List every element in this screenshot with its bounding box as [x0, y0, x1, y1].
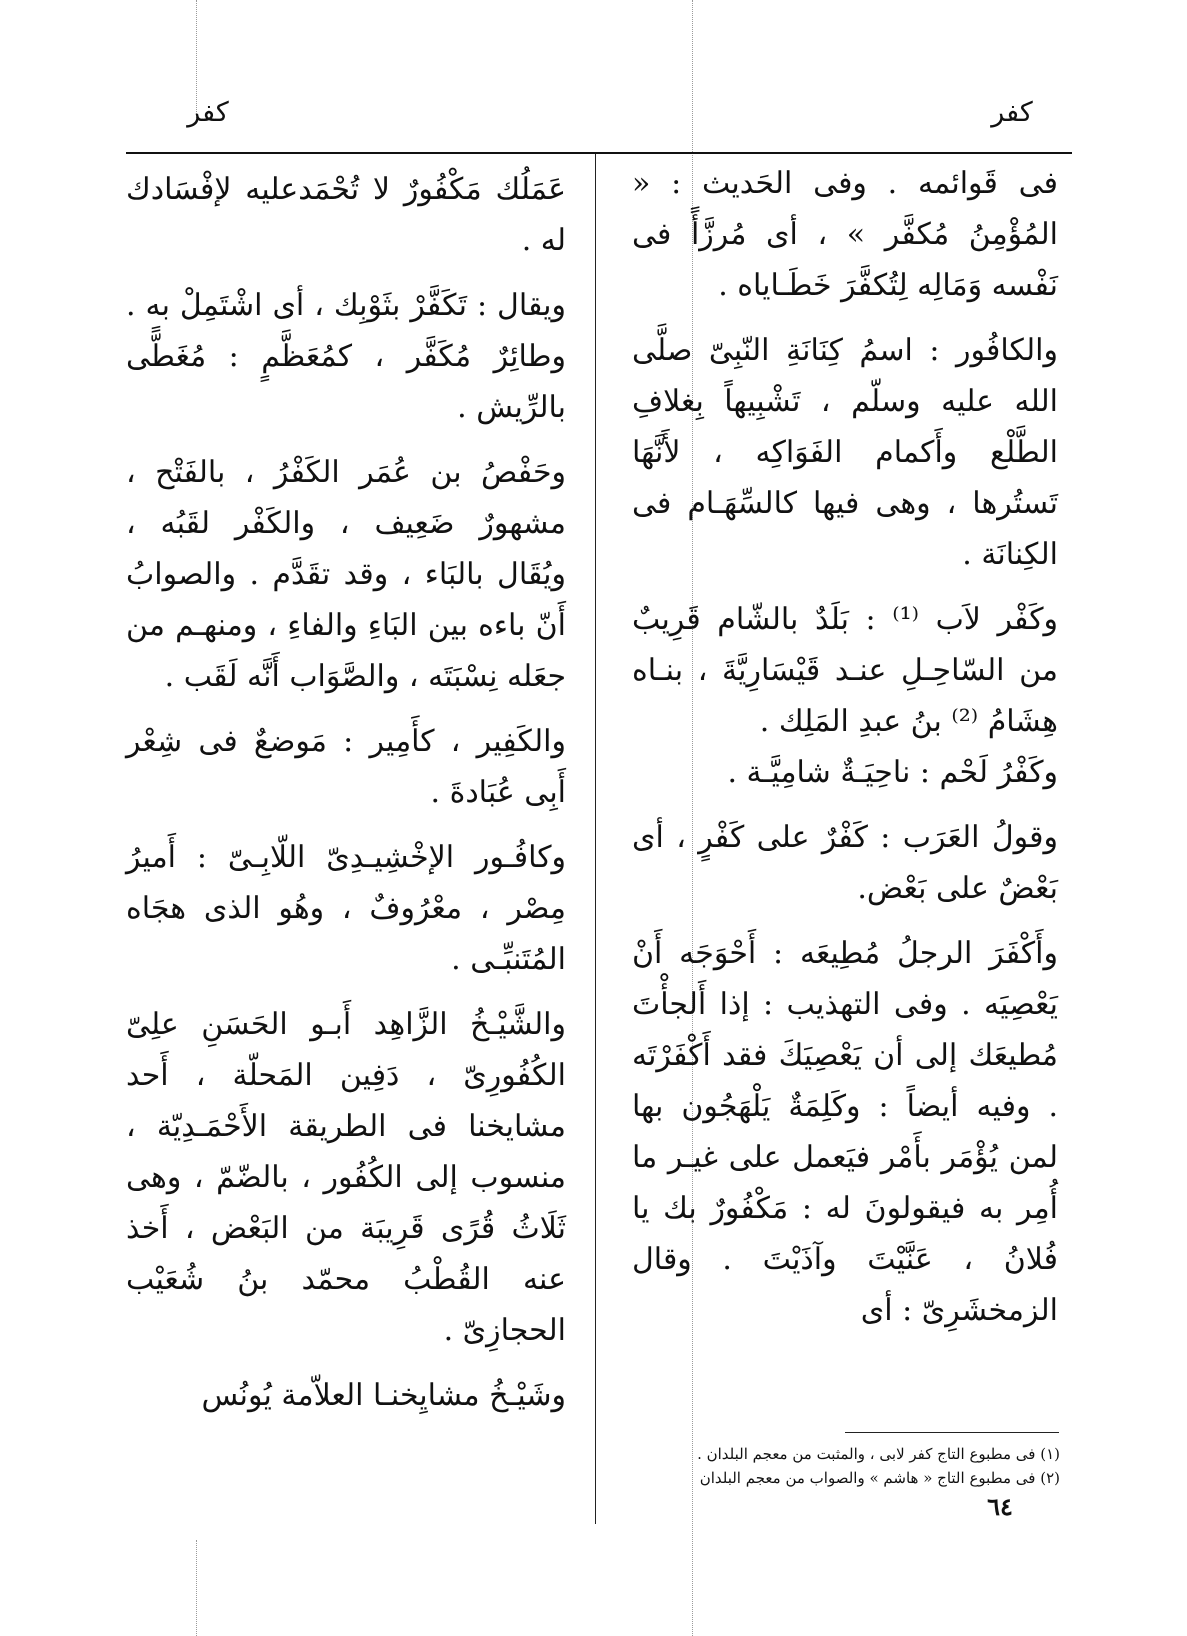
entry-paragraph: وكَفْرُ لَحْم : ناحِيَـةٌ شامِيَّـة . — [727, 755, 1058, 790]
entry-paragraph: وشَيْـخُ مشايِخنـا العلاّمة يُونُس — [201, 1378, 566, 1413]
entry-paragraph: والكافُور : اسمُ كِنَانَةِ النّبِىّ صلَّى الله عليه وسلّم ، تَشْبِيهاً بِغلافِ الطَّلْع وأَكمام الفَوَاكِه ، لأَنَّهَا تَستُرها ، وهى فيها كالسِّهَـام فى الكِنانَة . — [632, 333, 1058, 572]
entry-paragraph: عَمَلُك مَكْفُورٌ لا تُحْمَدعليه لإفْسَادك له . — [126, 172, 566, 258]
footnotes — [620, 1442, 1060, 1490]
running-header-right: كفر — [991, 97, 1033, 128]
running-header-left: كفر — [187, 97, 229, 128]
header-rule — [126, 152, 1072, 154]
footnote-rule — [845, 1432, 1059, 1433]
entry-paragraph: وأَكْفَرَ الرجلُ مُطِيعَه : أَحْوَجَه أَنْ يَعْصِيَه . وفى التهذيب : إذا أَلجأْتَ مُطيعَك إلى أن يَعْصِيَكَ فقد أَكْفَرْتَه . وفيه أيضاً : وكَلِمَةٌ يَلْهَجُون بها لمن يُؤْمَر بأَمْر فيَعمل على غيـر ما أُمِر به فيقولونَ له : مَكْفُورٌ بك يا فُلانُ ، عَنَّيْتَ وآذَيْتَ . وقال الزمخشَرِىّ : أى — [632, 936, 1058, 1328]
entry-paragraph: ويقال : تَكَفَّرْ بثَوْبِك ، أى اشْتَمِلْ به . وطائِرٌ مُكَفَّر ، كمُعَظَّمٍ : مُغَطًّى بالرِّيش . — [126, 288, 566, 425]
scan-fold-line — [196, 1540, 197, 1636]
right-column — [632, 158, 1058, 1350]
entry-paragraph: وكَفْر لاَب ⁽¹⁾ : بَلَدٌ بالشّام قَرِيبٌ من السّاحِـلِ عنـد قَيْسَارِيَّةَ ، بنـاه هِشَامُ ⁽²⁾ بنُ عبدِ المَلِك . — [632, 602, 1058, 739]
entry-paragraph: وكافُـور الإخْشِيـدِىّ اللّابِـىّ : أَميرُ مِصْر ، معْرُوفٌ ، وهُو الذى هجَاه المُتَنبِّـى . — [126, 840, 566, 977]
entry-paragraph: والكَفِير ، كأَمِير : مَوضعٌ فى شِعْر أَبِى عُبَادةَ . — [126, 724, 566, 810]
entry-paragraph: وحَفْصُ بن عُمَر الكَفْرُ ، بالفَتْح ، مشهورٌ ضَعِيف ، والكَفْر لقَبُه ، ويُقَال بالبَاء ، وقد تقَدَّم . والصوابُ أَنّ باءه بين البَاءِ والفاءِ ، ومنهـم من جعَله نِسْبَتَه ، والصَّوَاب أَنَّه لَقَب . — [126, 455, 566, 694]
entry-paragraph: والشَّيْـخُ الزَّاهِد أَبـو الحَسَنِ علِىّ الكُفُورِىّ ، دَفِين المَحلّة ، أَحد مشايخنا فى الطريقة الأَحْمَـدِيّة ، منسوب إلى الكُفُور ، بالضّمّ ، وهى ثَلَاثُ قُرًى قَرِيبَة من البَعْض ، أَخذ عنه القُطْبُ محمّد بنُ شُعَيْب الحجازِىّ . — [126, 1007, 566, 1348]
column-divider — [595, 154, 596, 1524]
entry-paragraph: وقولُ العَرَب : كَفْرٌ على كَفْرٍ ، أى بَعْضٌ على بَعْض. — [632, 820, 1058, 906]
footnote: (٢) فى مطبوع التاج « هاشم » والصواب من معجم البلدان — [699, 1469, 1060, 1487]
footnote: (١) فى مطبوع التاج كفر لابى ، والمثبت من معجم البلدان . — [697, 1445, 1060, 1463]
page-number: ٦٤ — [987, 1492, 1013, 1521]
left-column — [126, 164, 566, 1435]
entry-paragraph: فى قَوائمه . وفى الحَديث : « المُؤْمِنُ مُكفَّر » ، أى مُرزَّأً فى نَفْسه وَمَالِه لِتُكفَّرَ خَطَـاياه . — [632, 166, 1058, 303]
